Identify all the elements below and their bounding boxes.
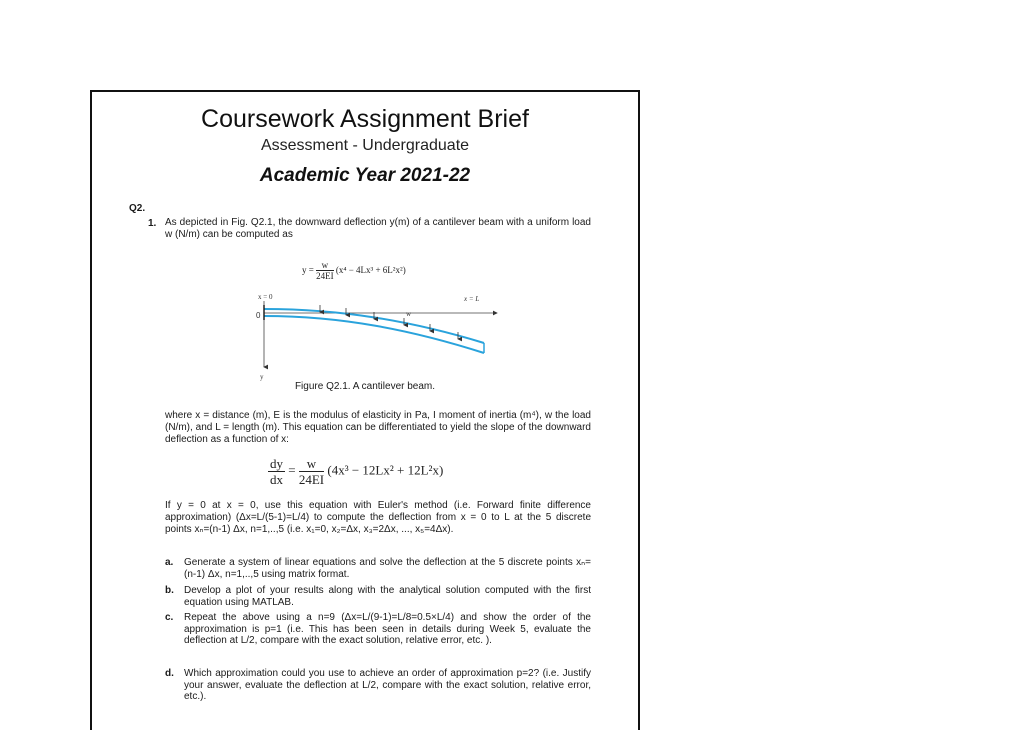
eq1-fraction xyxy=(316,260,334,282)
eq2-rhs: (4x³ − 12Lx² + 12L²x) xyxy=(327,462,444,478)
sub-question-text: Develop a plot of your results along with the analytical solution computed with the first equation using MATLAB. xyxy=(184,585,591,608)
sub-question-text: Generate a system of linear equations and solve the deflection at the 5 discrete points xₙ=(n-1) Δx, n=1,..,5 using matrix format. xyxy=(184,557,591,580)
figure-caption: Figure Q2.1. A cantilever beam. xyxy=(294,381,436,392)
sub-question-label: a. xyxy=(165,557,174,568)
sub-question-label: d. xyxy=(165,668,174,679)
euler-paragraph: If y = 0 at x = 0, use this equation with Euler's method (i.e. Forward finite difference approximation) (Δx=L/(5-1)=L/4) to compute the deflection from x = 0 to L at the 5 discrete points xₙ=(n-1) Δx, n=1,..,5 (i.e. x₁=0, x₂=Δx, x₃=2Δx, ..., x₅=4Δx). xyxy=(165,500,591,535)
eq2-equals: = xyxy=(288,462,296,478)
sub-question-text: Repeat the above using a n=9 (Δx=L/(9-1)=L/8=0.5×L/4) and show the order of the approximation is p=1 (i.e. This has been seen in details during Week 5, evaluate the deflection at L/2, compare with the exact solution, relative error, etc. ). xyxy=(184,612,591,646)
page-title: Coursework Assignment Brief xyxy=(201,105,529,133)
eq2-numerator: w xyxy=(299,456,324,472)
eq2-derivative xyxy=(268,456,285,487)
sub-question-c xyxy=(165,612,591,647)
eq2-dx: dx xyxy=(270,472,283,487)
sub-question-d xyxy=(165,668,591,703)
sub-question-a xyxy=(165,557,591,580)
eq2-fraction xyxy=(299,456,324,487)
label-xL: x = L xyxy=(464,295,480,303)
slope-equation xyxy=(268,456,443,487)
intro-paragraph: As depicted in Fig. Q2.1, the downward deflection y(m) of a cantilever beam with a uniform load w (N/m) can be computed as xyxy=(165,217,591,240)
label-w: w xyxy=(406,310,412,318)
sub-question-label: b. xyxy=(165,585,174,596)
deflection-equation xyxy=(302,260,406,282)
eq2-denominator: 24EI xyxy=(298,472,325,487)
sub-question-label: c. xyxy=(165,612,174,623)
sub-question-text: Which approximation could you use to achieve an order of approximation p=2? (i.e. Justify your answer, evaluate the deflection at L/2, compare with the exact solution, relative error, etc.). xyxy=(184,668,591,702)
sub-question-b xyxy=(165,585,591,608)
eq1-denominator: 24EI xyxy=(316,271,334,281)
label-y: y xyxy=(260,373,264,381)
label-x0: x = 0 xyxy=(258,293,273,301)
eq1-rhs: (x⁴ − 4Lx³ + 6L²x²) xyxy=(335,265,406,276)
cantilever-beam-figure xyxy=(92,287,642,382)
page-subtitle: Assessment - Undergraduate xyxy=(260,137,470,154)
eq1-lhs: y = xyxy=(302,265,314,276)
eq2-dy: dy xyxy=(270,456,283,471)
item-number: 1. xyxy=(148,218,157,229)
label-origin: 0 xyxy=(256,311,261,320)
eq1-numerator: w xyxy=(316,260,334,271)
assignment-page xyxy=(90,90,640,730)
academic-year: Academic Year 2021-22 xyxy=(259,165,471,186)
definitions-paragraph: where x = distance (m), E is the modulus of elasticity in Pa, I moment of inertia (m⁴), w the load (N/m), and L = length (m). This equation can be differentiated to yield the slope of the downward deflection as a function of x: xyxy=(165,410,591,445)
question-label: Q2. xyxy=(129,203,146,214)
